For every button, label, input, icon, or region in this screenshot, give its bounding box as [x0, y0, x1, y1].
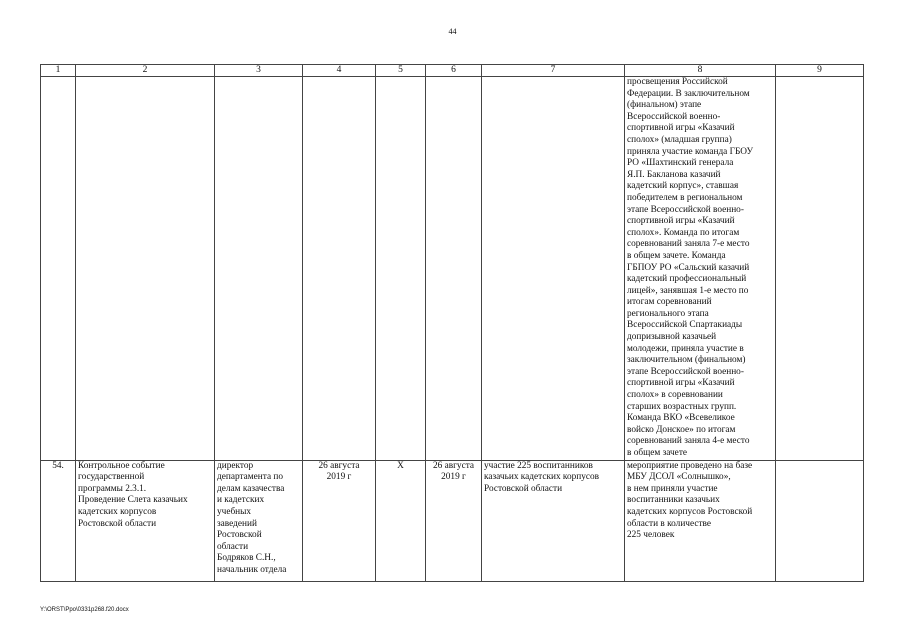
continued-result-text: просвещения Российской Федерации. В заключительном (финальном) этапе Всероссийской военно- спортивной игры «Казачий сполох» (младшая группа) приняла участие команда ГБОУ РО «Шахтинский генерала Я.П. Бакланова казачий кадетский корпус», ставшая победителем в региональном этапе Всероссийской военно- спортивной игры «Казачий сполох». Команда по итогам соревнований заняла 7-е место в общем зачете. Команда ГБПОУ РО «Сальский казачий кадетский профессиональный лицей», занявшая 1-е место по итогам соревнований регионального этапа Всероссийской Спартакиады допризывной казачьей молодежи, приняла участие в заключительном (финальном) этапе Всероссийской военно- спортивной игры «Казачий сполох» в соревновании старших возрастных групп. Команда ВКО «Всевеликое войско Донское» по итогам соревнований заняла 4-е место в общем зачете — [625, 77, 776, 461]
planned-date: 26 августа 2019 г — [303, 460, 376, 581]
column-header-3: 3 — [215, 65, 303, 77]
column-header-4: 4 — [303, 65, 376, 77]
column-number-row — [41, 65, 864, 77]
column-5-mark: Х — [376, 460, 426, 581]
file-path-footer: Y:\ORST\Ppo\0331p268.f20.docx — [40, 607, 129, 613]
column-header-7: 7 — [482, 65, 625, 77]
report-table — [40, 64, 864, 582]
column-header-2: 2 — [76, 65, 215, 77]
table-row-54 — [41, 460, 864, 581]
actual-result: мероприятие проведено на базе МБУ ДСОЛ «Солнышко», в нем приняли участие воспитанники казачьих кадетских корпусов Ростовской области в количестве 225 человек — [625, 460, 776, 581]
responsible-person: директор департамента по делам казачества и кадетских учебных заведений Ростовской области Бодряков С.Н., начальник отдела — [215, 460, 303, 581]
page-number: 44 — [448, 27, 457, 36]
column-header-8: 8 — [625, 65, 776, 77]
event-name: Контрольное событие государственной программы 2.3.1. Проведение Слета казачьих кадетских корпусов Ростовской области — [76, 460, 215, 581]
column-header-6: 6 — [426, 65, 482, 77]
column-header-5: 5 — [376, 65, 426, 77]
actual-date: 26 августа 2019 г — [426, 460, 482, 581]
row-number: 54. — [41, 460, 76, 581]
table-row-continued — [41, 77, 864, 461]
column-header-1: 1 — [41, 65, 76, 77]
column-9-cell — [776, 460, 864, 581]
planned-result: участие 225 воспитанников казачьих кадетских корпусов Ростовской области — [482, 460, 625, 581]
column-header-9: 9 — [776, 65, 864, 77]
